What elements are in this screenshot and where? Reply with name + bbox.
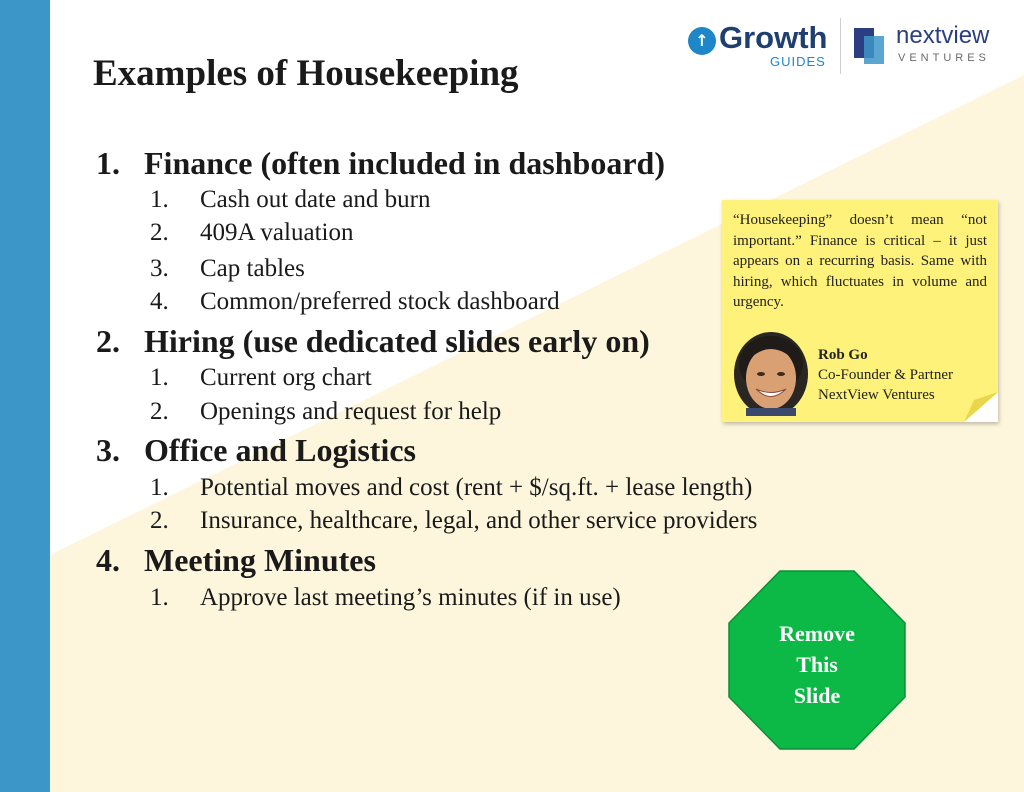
outline-subitem xyxy=(150,584,621,612)
outline-subnumber: 4. xyxy=(150,288,169,315)
outline-subtext: Current org chart xyxy=(200,364,372,391)
outline-subitem xyxy=(150,507,757,535)
author-company: NextView Ventures xyxy=(818,387,935,403)
outline-subtext: Approve last meeting’s minutes (if in use) xyxy=(200,584,621,611)
outline-subnumber: 2. xyxy=(150,219,169,246)
outline-subnumber: 1. xyxy=(150,364,169,391)
outline-subitem xyxy=(150,288,560,316)
outline-subtext: Insurance, healthcare, legal, and other service providers xyxy=(200,507,758,534)
outline-number: 1. xyxy=(96,145,120,181)
nextview-logo-word: nextview xyxy=(896,22,990,49)
outline-heading: Office and Logistics xyxy=(144,432,416,468)
slide-title: Examples of Housekeeping xyxy=(93,53,519,94)
outline-subitem xyxy=(150,186,431,214)
outline-subtext: Cap tables xyxy=(200,255,305,282)
outline-subtext: Common/preferred stock dashboard xyxy=(200,288,560,315)
outline-heading: Meeting Minutes xyxy=(144,542,376,578)
outline-subtext: Cash out date and burn xyxy=(200,186,431,213)
outline-item-finance xyxy=(96,145,665,182)
outline-subnumber: 3. xyxy=(150,255,169,282)
outline-heading: Hiring (use dedicated slides early on) xyxy=(144,323,650,359)
stop-sign-line: Slide xyxy=(793,683,841,708)
nextview-logo-sub: VENTURES xyxy=(898,52,990,64)
outline-item-office xyxy=(96,432,416,469)
author-role: Co-Founder & Partner xyxy=(818,367,953,383)
outline-subitem xyxy=(150,255,305,283)
outline-subitem xyxy=(150,364,372,392)
stop-sign-text xyxy=(728,618,906,711)
sticky-note-quote xyxy=(722,200,998,422)
outline-item-meeting xyxy=(96,542,376,579)
outline-subtext: Openings and request for help xyxy=(200,398,502,425)
quote-text: “Housekeeping” doesn’t mean “not important.” Finance is critical – it just appears on a recurring basis. Same with hiring, which fluctuates in volume and urgency. xyxy=(733,212,987,310)
outline-subtext: 409A valuation xyxy=(200,219,354,246)
outline-subnumber: 2. xyxy=(150,507,169,534)
outline-subnumber: 2. xyxy=(150,398,169,425)
avatar-photo xyxy=(732,322,810,416)
outline-item-hiring xyxy=(96,323,650,360)
outline-heading: Finance (often included in dashboard) xyxy=(144,145,665,181)
stop-sign-line: This xyxy=(796,652,838,677)
author-name: Rob Go xyxy=(818,347,868,363)
growth-logo-word: Growth xyxy=(719,20,828,55)
outline-subitem xyxy=(150,474,752,502)
page-curl-icon xyxy=(964,392,998,422)
outline-number: 4. xyxy=(96,542,120,578)
outline-subitem xyxy=(150,398,501,426)
growth-arrow-icon: ↑ xyxy=(688,27,716,55)
outline-number: 3. xyxy=(96,432,120,468)
outline-subnumber: 1. xyxy=(150,584,169,611)
outline-subnumber: 1. xyxy=(150,474,169,501)
growth-logo-sub: GUIDES xyxy=(770,54,826,69)
outline-number: 2. xyxy=(96,323,120,359)
outline-subitem xyxy=(150,219,353,247)
outline-subnumber: 1. xyxy=(150,186,169,213)
outline-subtext: Potential moves and cost (rent + $/sq.ft. + lease length) xyxy=(200,474,753,501)
stop-sign-line: Remove xyxy=(779,621,855,646)
